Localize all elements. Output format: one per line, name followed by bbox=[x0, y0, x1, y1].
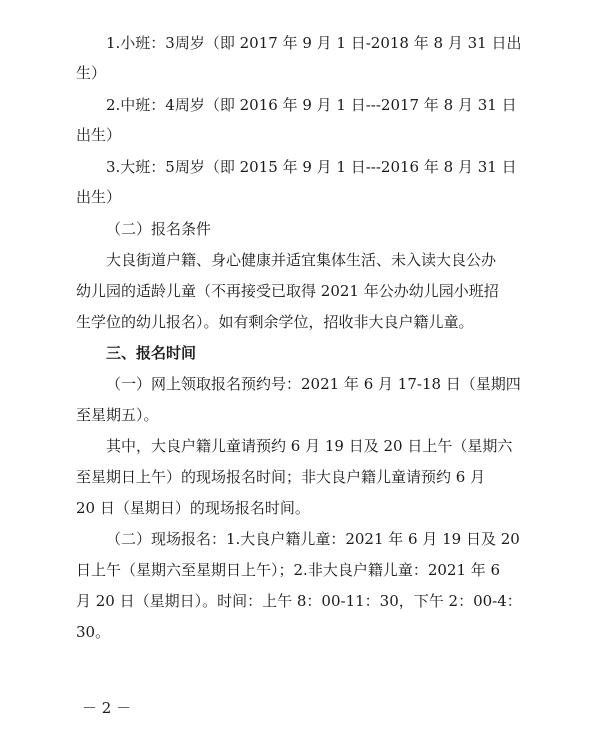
text-line: 2.中班：4周岁（即 2016 年 9 月 1 日---2017 年 8 月 31 日 bbox=[106, 96, 517, 114]
text-line: 1.小班：3周岁（即 2017 年 9 月 1 日-2018 年 8 月 31 日出 bbox=[106, 34, 522, 52]
text-line: 至星期日上午）的现场报名时间；非大良户籍儿童请预约 6 月 bbox=[76, 468, 486, 486]
text-line: 其中，大良户籍儿童请预约 6 月 19 日及 20 日上午（星期六 bbox=[106, 437, 513, 455]
text-line: 月 20 日（星期日）。时间：上午 8：00-11：30，下午 2：00-4： bbox=[76, 592, 522, 610]
text-line: 至星期五）。 bbox=[76, 406, 159, 424]
text-line: （二）现场报名：1.大良户籍儿童：2021 年 6 月 19 日及 20 bbox=[106, 530, 520, 548]
text-line: 生） bbox=[76, 64, 107, 82]
section-subheading: （二）报名条件 bbox=[106, 220, 212, 238]
text-line: 3.大班：5周岁（即 2015 年 9 月 1 日---2016 年 8 月 31 日 bbox=[106, 158, 517, 176]
text-line: 20 日（星期日）的现场报名时间。 bbox=[76, 499, 310, 517]
text-line: 出生） bbox=[76, 188, 122, 206]
section-heading: 三、报名时间 bbox=[106, 344, 197, 362]
text-line: 30。 bbox=[76, 623, 111, 641]
page-number: － 2 － bbox=[82, 699, 132, 717]
text-line: 大良街道户籍、身心健康并适宜集体生活、未入读大良公办 bbox=[106, 251, 497, 269]
text-line: 日上午（星期六至星期日上午）；2.非大良户籍儿童：2021 年 6 bbox=[76, 561, 501, 579]
text-line: 出生） bbox=[76, 126, 122, 144]
text-line: 生学位的幼儿报名）。如有剩余学位，招收非大良户籍儿童。 bbox=[76, 313, 474, 331]
text-line: 幼儿园的适龄儿童（不再接受已取得 2021 年公办幼儿园小班招 bbox=[76, 282, 499, 300]
text-line: （一）网上领取报名预约号：2021 年 6 月 17-18 日（星期四 bbox=[106, 375, 521, 393]
